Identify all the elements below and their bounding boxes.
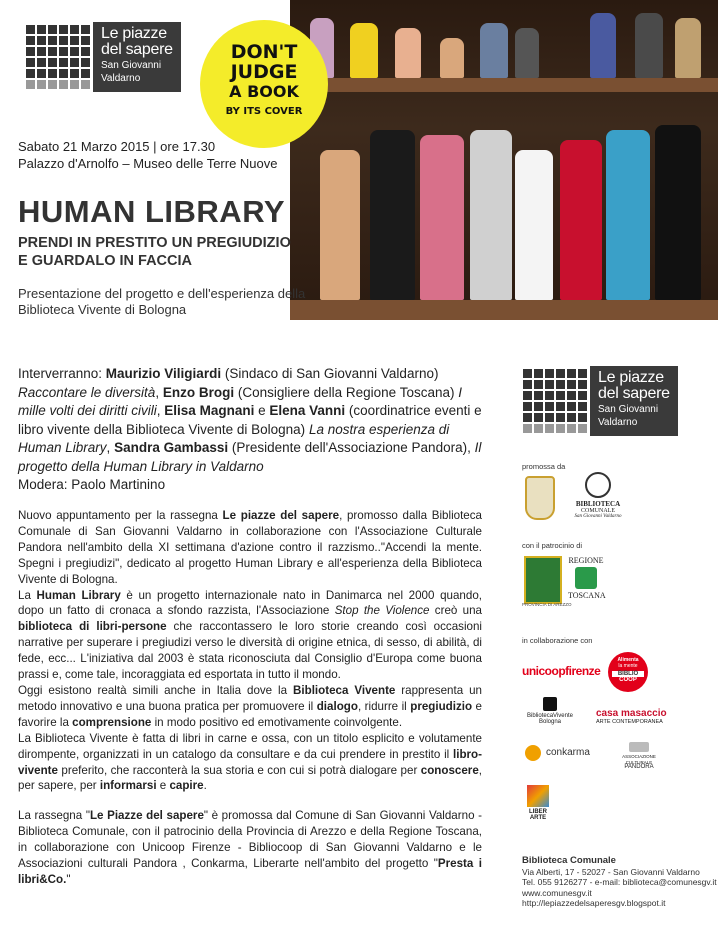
contact-tel: Tel. 055 9126277 - e-mail: biblioteca@comunesgv.it: [522, 877, 717, 887]
logo-line3: San Giovanni: [101, 60, 162, 71]
talk-title: Il progetto della Human Library in Valdarno: [18, 440, 482, 474]
talk-title: La nostra esperienza di Human Library: [18, 421, 450, 455]
subtitle: [18, 234, 291, 270]
event-time: | ore 17.30: [153, 139, 216, 154]
unicoop-logo: unicoopfirenze: [522, 664, 601, 678]
people-row: [290, 92, 718, 300]
speaker-name: Elena Vanni: [269, 403, 346, 418]
contact-blog[interactable]: http://lepiazzedelsaperesgv.blogspot.it: [522, 898, 666, 908]
presentation-text: [18, 286, 305, 318]
contact-name: Biblioteca Comunale: [522, 855, 616, 866]
paragraph-3: Oggi esistono realtà simili anche in Italia dove la Biblioteca Vivente rappresenta un metodo innovativo e una buona pratica per promuovere il dialogo, ridurre il pregiudizio e favorire la comprensione in modo positivo ed emotivamente coinvolgente.: [18, 683, 482, 729]
logo: [23, 22, 181, 92]
liberarte-mark-icon: [527, 785, 549, 807]
badge-line4: BY ITS COVER: [225, 106, 303, 117]
liberarte-logo: LIBER ARTE: [524, 785, 552, 821]
logo-line4: Valdarno: [101, 73, 141, 84]
legs-row: [290, 0, 718, 78]
pandora-mark-icon: [629, 742, 649, 752]
paragraph-5: La rassegna "Le Piazze del sapere" è promossa dal Comune di San Giovanni Valdarno - Biblioteca Comunale, con il patrocinio della Provincia di Arezzo e della Regione Toscana, in collaborazione con Unicoop Firenze - Bibliocoop di San Giovanni Valdarno e le Associazioni culturali Pandora , Conkarma, Liberarte nell'ambito del progetto "Presta i libri&Co.": [18, 809, 482, 886]
presentation-line1: Presentazione del progetto e dell'esperienza della: [18, 286, 306, 301]
talk-title: I mille volti dei diritti civili: [18, 384, 462, 418]
badge-line2: JUDGE: [230, 61, 298, 83]
speaker-name: Maurizio Viligiardi: [105, 366, 222, 381]
speaker-name: Elisa Magnani: [164, 403, 255, 418]
presentation-line2: Biblioteca Vivente di Bologna: [18, 302, 187, 317]
moderator: Modera: Paolo Martinino: [18, 477, 166, 492]
bulb-icon: [585, 472, 611, 498]
dont-judge-badge: [200, 20, 328, 148]
regione-toscana-logo: REGIONE TOSCANA: [568, 556, 606, 600]
biblioteca-logo: BIBLIOTECA COMUNALE San Giovanni Valdarno: [568, 472, 628, 519]
logo-text-box: [93, 22, 181, 92]
body-text: [18, 508, 482, 888]
badge-line3: A BOOK: [229, 82, 299, 101]
collab-label: in collaborazione con: [522, 636, 593, 645]
bibliocoop-logo: Alimenta la mente BIBLIO COOP: [608, 652, 648, 692]
pegasus-icon: [575, 567, 597, 589]
paragraph-2: La Human Library è un progetto internazionale nato in Danimarca nel 2000 quando, dopo un fatto di cronaca a sfondo razzista, l'Associazione Stop the Violence creò una biblioteca di libri-persone che raccontassero le loro storie creando così occasioni narrative per superare i pregiudizi verso le diversità di origine etnica, di sesso, di abilità, di fede, ecc... L'iniziativa dal 2003 è stata riconosciuta dal Consiglio d'Europa come buona prassi e, come tale, incoraggiata ed esportata in tutto il mondo.: [18, 588, 483, 682]
casa-masaccio-logo: casa masaccio ARTE CONTEMPORANEA: [596, 708, 667, 725]
shelf-lower: [290, 300, 718, 320]
pandora-logo: ASSOCIAZIONE CULTURALE PANDORA: [614, 742, 664, 771]
talk-title: Raccontare le diversità: [18, 384, 156, 400]
hero-photo: [290, 0, 718, 320]
sidebar-logo-text-box: Le piazze del sapere San Giovanni Valdarno: [590, 366, 678, 436]
speakers-paragraph: Interverranno: Maurizio Viligiardi (Sindaco di San Giovanni Valdarno) Raccontare le diversità, Enzo Brogi (Consigliere della Regione Toscana) I mille volti dei diritti civili, Elisa Magnani e Elena Vanni (coordinatrice eventi e libro vivente della Biblioteca Vivente di Bologna) La nostra esperienza di Human Library, Sandra Gambassi (Presidente dell'Associazione Pandora), Il progetto della Human Library in Valdarno Modera: Paolo Martinino: [18, 365, 482, 495]
page-title: HUMAN LIBRARY: [18, 194, 286, 229]
patrocinio-label: con il patrocinio di: [522, 541, 583, 550]
shelf-upper: [290, 78, 718, 92]
subtitle-line1: PRENDI IN PRESTITO UN PREGIUDIZIO: [18, 235, 291, 251]
subtitle-line2: E GUARDALO IN FACCIA: [18, 253, 192, 269]
logo-line1: Le piazze: [101, 25, 167, 42]
contact-website[interactable]: www.comunesgv.it: [522, 887, 592, 898]
logo-grid-mark: [23, 22, 93, 92]
paragraph-1: Nuovo appuntamento per la rassegna Le piazze del sapere, promosso dalla Biblioteca Comunale di San Giovanni Valdarno in collaborazione con l'Associazione Culturale Pandora nell'ambito della XI settimana d'azione contro il razzismo.."Accendi la mente. Spegni i pregiudizi", dedicato al progetto Human Library e all'esperienza della Biblioteca Vivente di Bologna.: [18, 509, 483, 586]
comune-crest-icon: [525, 476, 555, 520]
contact-block: [522, 855, 717, 909]
contact-address: Via Alberti, 17 - 52027 - San Giovanni Valdarno: [522, 866, 700, 877]
logo-line2: del sapere: [101, 41, 173, 58]
biblioteca-vivente-logo: BibliotecaVivente Bologna: [525, 697, 575, 725]
badge-line1: DON'T: [230, 41, 298, 63]
promossa-label: promossa da: [522, 462, 566, 471]
sidebar-logo: [520, 366, 678, 436]
event-date-block: [18, 138, 278, 172]
conkarma-logo: conkarma: [546, 747, 590, 758]
conkarma-mark-icon: [525, 745, 541, 761]
paragraph-4: La Biblioteca Vivente è fatta di libri in carne e ossa, con un titolo esplicito e volutamente dirompente, organizzati in un catalogo da consultare e da cui prendere in prestito il libro-vivente preferito, che racconterà la sua storia e con cui si potrà dialogare per conoscere, per sapere, per informarsi e capire.: [18, 731, 482, 793]
speaker-name: Enzo Brogi: [162, 384, 235, 400]
sidebar-logo-grid-mark: [520, 366, 590, 436]
speaker-name: Sandra Gambassi: [114, 440, 229, 455]
event-place: Palazzo d'Arnolfo – Museo delle Terre Nuove: [18, 156, 278, 171]
provincia-crest-icon: [524, 556, 562, 604]
event-date: Sabato 21 Marzo 2015: [18, 139, 150, 154]
vivente-mark-icon: [543, 697, 557, 711]
